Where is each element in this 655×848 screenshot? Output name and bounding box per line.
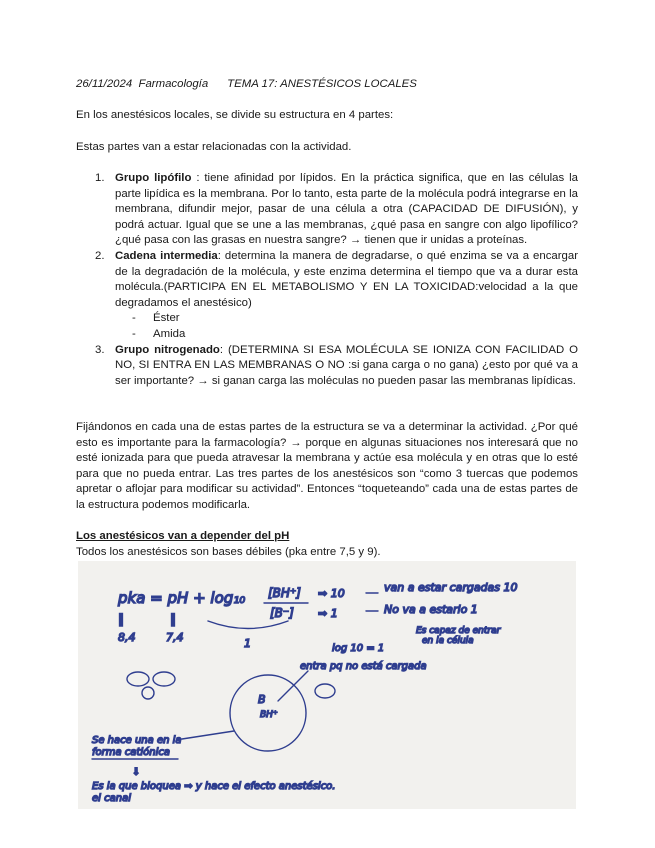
list-text: : determina la manera de degradarse, o qué enzima se va a encargar de la degradación de la molécula, y este enzima determina el tiempo que va a durar esta molécula.(PARTICIPA EN EL METABOLISMO Y EN LA TOXICIDAD:velocidad a la que degradamos el anestésico): [115, 249, 578, 309]
intro-line-1: En los anestésicos locales, se divide su estructura en 4 partes:: [76, 109, 394, 121]
section-text: Todos los anestésicos son bases débiles (pka entre 7,5 y 9).: [76, 546, 381, 558]
list-text: : tiene afinidad por lípidos. En la práctica significa, que en las células la parte lipídica es la membrana. Por lo tanto, esta parte de la molécula podrá integrarse en la membrana, difundir mejor, pasar de una célula a otra (CAPACIDAD DE DIFUSIÓN), y podrá actuar. Igual que se une a las membranas, ¿qué pasa en sangre con algo lipofílico? ¿qué pasa con las grasas en nuestra sangre? → tienen que ir unidas a proteínas.: [115, 172, 578, 247]
svg-text:Es capaz de entrar: Es capaz de entrar: [416, 626, 501, 636]
list-item: [76, 249, 578, 311]
svg-text:No va a estarlo 1: No va a estarlo 1: [384, 603, 478, 616]
svg-text:B: B: [258, 693, 266, 706]
svg-text:‖: ‖: [170, 612, 176, 626]
body-paragraph: Fijándonos en cada una de estas partes de la estructura se va a determinar la actividad. ¿Por qué esto es importante para la farmacología? → porque en algunas situaciones nos interesará que no esté ionizada para que pueda atravesar la membrana y actúe esa molécula y en otras que lo esté para que no pueda entrar. Las tres partes de los anestésicos son “como 3 tuercas que podemos apretar o aflojar para modificar su actividad”. Entonces “toqueteando” cada una de estas partes de la estructura podemos modificarla.: [76, 421, 578, 511]
intro-line-2: Estas partes van a estar relacionadas con la actividad.: [76, 141, 352, 153]
svg-text:en la célula: en la célula: [422, 636, 474, 646]
svg-text:forma catiónica: forma catiónica: [92, 747, 170, 758]
structure-parts-list: [76, 171, 578, 389]
list-number: 1.: [95, 172, 105, 184]
svg-text:van a estar cargadas 10: van a estar cargadas 10: [384, 581, 518, 594]
list-number: 2.: [95, 249, 105, 262]
section-heading: Los anestésicos van a depender del pH: [76, 530, 290, 542]
svg-text:Es la que bloquea ⇒ y hace el: Es la que bloquea ⇒ y hace el efecto anestésico.: [92, 781, 336, 792]
sub-list-item: - Éster: [132, 312, 180, 325]
list-item: [76, 171, 578, 249]
document-header: [76, 77, 417, 93]
svg-text:entra pq no está cargada: entra pq no está cargada: [300, 661, 427, 672]
svg-text:⇓: ⇓: [132, 767, 141, 778]
svg-text:⇒ 1: ⇒ 1: [318, 607, 338, 620]
svg-text:[BH⁺]: [BH⁺]: [268, 586, 301, 600]
handwritten-notes-photo: [78, 561, 576, 809]
svg-text:[B⁻]: [B⁻]: [270, 606, 294, 620]
list-number: 3.: [95, 343, 105, 356]
svg-text:8,4: 8,4: [118, 631, 136, 644]
header-date: 26/11/2024: [76, 78, 133, 90]
svg-text:1: 1: [244, 637, 251, 650]
svg-text:7,4: 7,4: [166, 631, 184, 644]
list-term: Grupo nitrogenado: [115, 343, 220, 356]
sub-item-text: Amida: [153, 327, 186, 340]
svg-text:pka = pH + log₁₀: pka = pH + log₁₀: [118, 589, 246, 607]
list-term: Grupo lipófilo: [115, 172, 192, 184]
svg-text:⇒ 10: ⇒ 10: [318, 587, 345, 600]
list-text: : (DETERMINA SI ESA MOLÉCULA SE IONIZA CON FACILIDAD O NO, SI ENTRA EN LAS MEMBRANAS O NO :si gana carga o no gana) ¿esto por qué va a ser importante? → si ganan carga las moléculas no pueden pasar las membranas lipídicas.: [115, 343, 578, 387]
svg-text:Se hace una en la: Se hace una en la: [92, 735, 182, 746]
svg-text:log 10 = 1: log 10 = 1: [332, 643, 385, 654]
handwritten-diagram: [78, 561, 576, 809]
sub-item-text: Éster: [153, 312, 180, 325]
svg-text:BH⁺: BH⁺: [260, 710, 278, 720]
svg-text:‖: ‖: [118, 612, 124, 626]
list-item: [76, 343, 578, 390]
sub-list-item: - Amida: [132, 327, 186, 340]
list-term: Cadena intermedia: [115, 249, 218, 262]
header-subject: Farmacología: [138, 78, 209, 90]
header-title: TEMA 17: ANESTÉSICOS LOCALES: [227, 78, 417, 90]
svg-text:el canal: el canal: [92, 793, 131, 804]
